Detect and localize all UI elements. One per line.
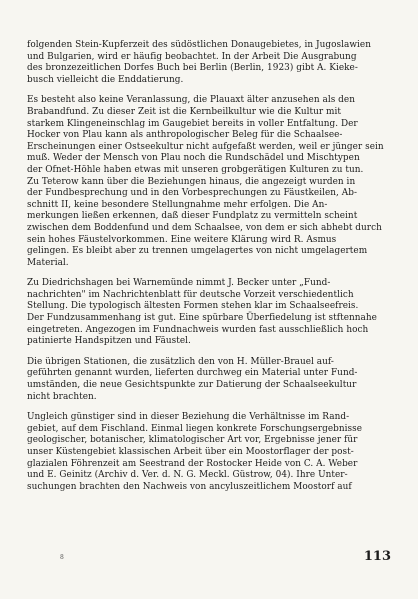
text-line: gebiet, auf dem Fischland. Einmal liegen konkrete Forschungsergebnisse	[27, 423, 363, 434]
text-line: eingetreten. Angezogen im Fundnachweis wurden fast ausschließlich hoch	[27, 324, 369, 335]
text-line: Hocker von Plau kann als anthropologischer Beleg für die Schaalsee-	[27, 130, 343, 141]
text-line: nicht brachten.	[27, 391, 97, 402]
text-line: Ungleich günstiger sind in dieser Beziehung die Verhältnisse im Rand-	[27, 412, 350, 423]
paragraph-5	[27, 412, 391, 493]
text-line: Material.	[27, 257, 69, 268]
paragraph-1	[27, 40, 391, 86]
text-line: unser Küstengebiet klassischen Arbeit über ein Moostorflager der post-	[27, 447, 354, 457]
text-line: patinierte Handspitzen und Fäustel.	[27, 336, 191, 347]
text-line: suchungen brachten den Nachweis von ancyluszeitlichem Moostorf auf	[27, 481, 352, 492]
text-line: gelingen. Es bleibt aber zu trennen umgelagertes von nicht umgelagertem	[27, 246, 368, 257]
text-line: geführten genannt wurden, lieferten durchweg ein Material unter Fund-	[27, 368, 358, 379]
text-line: Es besteht also keine Veranlassung, die Plauaxt älter anzusehen als den	[27, 95, 355, 106]
page-number: 113	[363, 549, 391, 564]
text-line: Stellung. Die typologisch ältesten Formen stehen klar im Schaalseefreis.	[27, 301, 359, 312]
text-line: Die übrigen Stationen, die zusätzlich den von H. Müller-Brauel auf-	[27, 356, 334, 367]
text-line: geologischer, botanischer, klimatologischer Art vor, Ergebnisse jener für	[27, 435, 358, 446]
page-body	[27, 40, 391, 502]
text-line: Erscheinungen einer Ostseekultur nicht aufgefaßt werden, weil er jünger sein	[27, 141, 384, 152]
text-line: starkem Klingeneinschlag im Gaugebiet bereits in voller Entfaltung. Der	[27, 118, 358, 129]
text-line: schnitt II, keine besondere Stellungnahme mehr erfolgen. Die An-	[27, 199, 328, 210]
text-line: Brabandfund. Zu dieser Zeit ist die Kernbeilkultur wie die Kultur mit	[27, 106, 342, 117]
text-line: folgenden Stein-Kupferzeit des südöstlichen Donaugebietes, in Jugoslawien	[27, 40, 371, 50]
text-line: zwischen dem Boddenfund und dem Schaalsee, von dem er sich abhebt durch	[27, 222, 382, 233]
text-line: und Bulgarien, wird er häufig beobachtet. In der Arbeit Die Ausgrabung	[27, 51, 357, 62]
text-line: nachrichten" im Nachrichtenblatt für deutsche Vorzeit verschiedentlich	[27, 289, 354, 300]
footnote-mark: 8	[60, 554, 64, 561]
text-line: sein hohes Fäustelvorkommen. Eine weitere Klärung wird R. Asmus	[27, 234, 337, 245]
text-line: merkungen ließen erkennen, daß dieser Fundplatz zu vermitteln scheint	[27, 211, 358, 222]
text-line: der Fundbesprechung und in den Vorbesprechungen zu Fäustkeilen, Ab-	[27, 188, 358, 199]
paragraph-4	[27, 357, 391, 403]
text-line: muß. Weder der Mensch von Plau noch die Rundschädel und Mischtypen	[27, 153, 360, 164]
text-line: umständen, die neue Gesichtspunkte zur Datierung der Schaalseekultur	[27, 380, 357, 391]
text-line: und E. Geinitz (Archiv d. Ver. d. N. G. Meckl. Güstrow, 04). Ihre Unter-	[27, 470, 348, 481]
text-line: Der Fundzusammenhang ist gut. Eine spürbare Überfiedelung ist stftennahe	[27, 313, 377, 324]
paragraph-2	[27, 95, 391, 269]
text-line: der Ofnet-Höhle haben etwas mit unseren grobgerätigen Kulturen zu tun.	[27, 164, 364, 175]
text-line: Zu Diedrichshagen bei Warnemünde nimmt J. Becker unter „Fund-	[27, 278, 331, 289]
text-line: Zu Teterow kann über die Beziehungen hinaus, die angezeigt wurden in	[27, 176, 356, 187]
text-line: des bronzezeitlichen Dorfes Buch bei Berlin (Berlin, 1923) gibt A. Kiekе-	[27, 63, 358, 74]
text-line: busch vielleicht die Enddatierung.	[27, 74, 184, 85]
text-line: glazialen Föhrenzeit am Seestrand der Rostocker Heide von C. A. Weber	[27, 458, 358, 469]
paragraph-3	[27, 278, 391, 348]
